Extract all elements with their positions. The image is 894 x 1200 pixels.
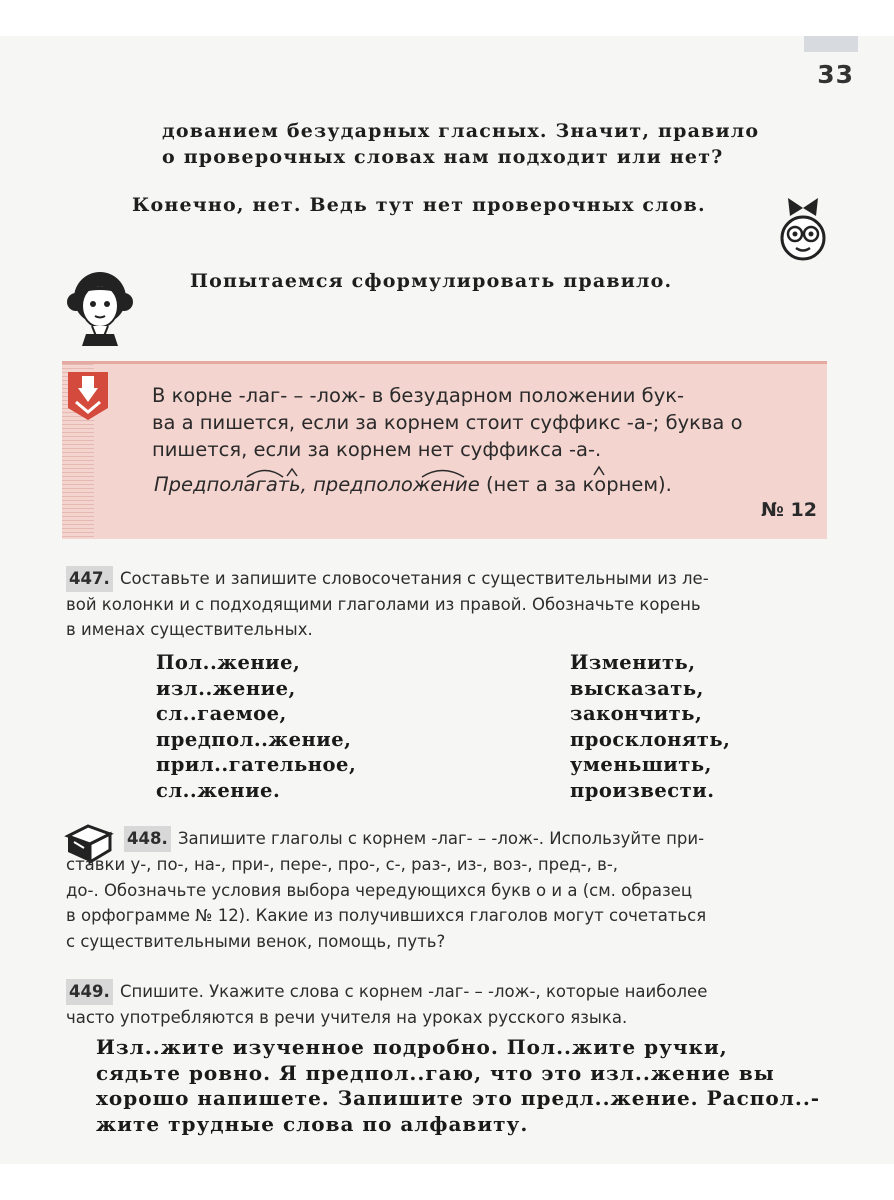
verb-item: просклонять, [570, 727, 731, 751]
woman-curly-hair-icon [64, 268, 136, 346]
dialogue-proposal: Попытаемся сформулировать правило. [190, 270, 673, 292]
ex449-line-1: Спишите. Укажите слова с корнем -лаг- – -лож-, которые наиболее [119, 982, 708, 1001]
ex447-line-2: вой колонки и с подходящими глаголами из правой. Обозначьте корень [66, 594, 701, 614]
rule-line-2: ва а пишется, если за корнем стоит суффикс -а-; буква о [152, 411, 743, 434]
ex448-line-1: Запишите глаголы с корнем -лаг- – -лож-. Используйте при- [177, 829, 705, 848]
ex448-line-4: в орфограмме № 12). Какие из получившихся глаголов могут сочетаться [66, 906, 707, 925]
suffix-mark [592, 464, 606, 476]
dialogue-answer: Конечно, нет. Ведь тут нет проверочных слов. [132, 194, 706, 216]
rule-number: № 12 [761, 499, 817, 521]
ex448-line-5: с существительными венок, помощь, путь? [66, 931, 446, 951]
verb-item: Изменить, [570, 651, 696, 674]
ex448-line-3: до-. Обозначьте условия выбора чередующихся букв о и а (см. образец [66, 880, 693, 900]
textbook-page [0, 36, 894, 1164]
nouns-column [156, 650, 356, 803]
corner-tab [804, 36, 858, 52]
ex448-line-2: ставки у-, по-, на-, при-, пере-, про-, с-, раз-, из-, воз-, пред-, в-, [66, 855, 619, 874]
dialogue-question [162, 118, 759, 170]
verb-item: уменьшить, [570, 753, 712, 776]
verb-item: высказать, [570, 676, 704, 700]
example-word-2: предположение [313, 473, 480, 496]
dictation-line: жите трудные слова по алфавиту. [96, 1111, 529, 1136]
noun-item: Пол..жение, [156, 651, 301, 674]
rule-box [62, 361, 827, 539]
exercise-number: 449. [66, 979, 113, 1005]
page-number: 33 [817, 60, 854, 89]
dictation-text [96, 1035, 826, 1137]
exercise-number: 447. [66, 566, 113, 592]
verb-item: произвести. [570, 778, 715, 802]
dictation-line: хорошо напишете. Запишите это предл..жение. Распол..- [96, 1086, 821, 1110]
root-arc-mark-2 [420, 464, 470, 478]
noun-item: изл..жение, [156, 676, 296, 700]
exercise-448-body [66, 852, 826, 954]
dictation-line: Изл..жите изученное подробно. Пол..жите ручки, [96, 1035, 728, 1059]
verbs-column [570, 650, 730, 803]
exercise-number: 448. [124, 826, 171, 852]
exclamation-shield-icon [68, 372, 108, 420]
noun-item: прил..гательное, [156, 753, 357, 776]
dictation-line: сядьте ровно. Я предпол..гаю, что это изл..жение вы [96, 1060, 775, 1085]
exercise-447 [66, 566, 826, 643]
ex447-line-3: в именах существительных. [66, 620, 313, 639]
ex449-line-2: часто употребляются в речи учителя на уроках русского языка. [66, 1007, 628, 1027]
rule-line-1: В корне -лаг- – -лож- в безударном положении бук- [152, 384, 685, 407]
example-note: (нет а за корнем). [485, 473, 672, 496]
root-arc-mark [245, 464, 305, 478]
dialogue-line-1: дованием безударных гласных. Значит, правило [162, 120, 760, 142]
example-word-1: Предполагать, [154, 473, 307, 496]
rule-text [152, 382, 743, 463]
noun-item: сл..жение. [156, 778, 281, 802]
rule-line-3: пишется, если за корнем нет суффикса -а-. [152, 438, 602, 461]
noun-item: сл..гаемое, [156, 702, 287, 725]
dialogue-line-2: о проверочных словах нам подходит или нет? [162, 146, 724, 168]
ex447-line-1: Составьте и запишите словосочетания с существительными из ле- [119, 569, 709, 588]
exercise-448 [124, 826, 826, 852]
noun-item: предпол..жение, [156, 727, 352, 751]
verb-item: закончить, [570, 702, 703, 725]
girl-with-bow-icon [776, 194, 830, 264]
exercise-449 [66, 979, 826, 1030]
